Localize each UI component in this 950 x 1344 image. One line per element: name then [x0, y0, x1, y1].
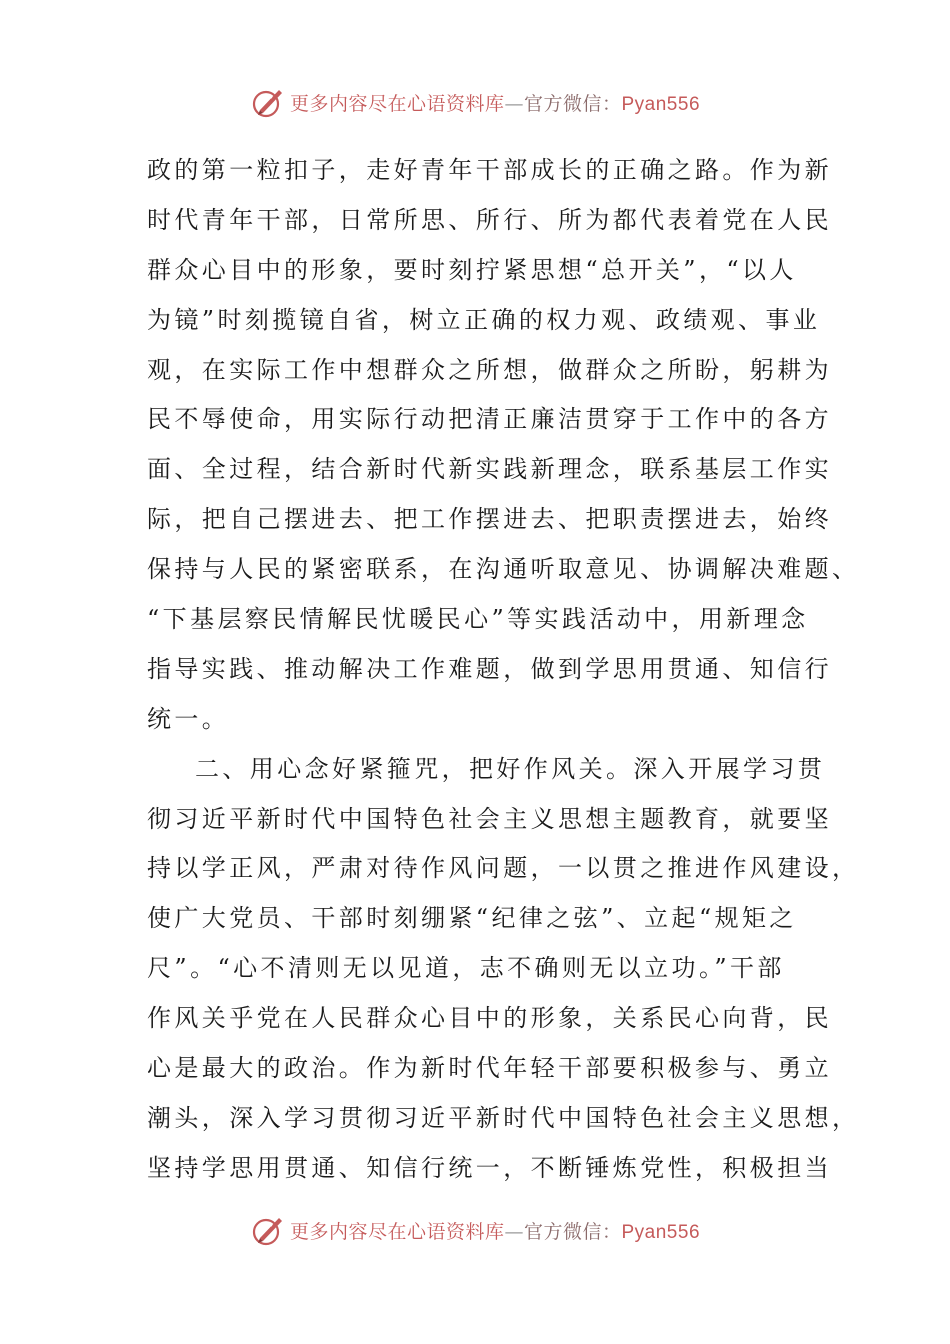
body-line: 时代青年干部，日常所思、所行、所为都代表着党在人民	[147, 205, 832, 234]
footer-wechat-label: 官方微信：	[523, 1220, 622, 1243]
footer-wechat-id: Pyan556	[621, 1221, 701, 1243]
body-line: 政的第一粒扣子，走好青年干部成长的正确之路。作为新	[147, 156, 832, 184]
body-line: 为镜”时刻揽镜自省，树立正确的权力观、政绩观、事业	[147, 305, 821, 334]
body-line: 指导实践、推动解决工作难题，做到学思用贯通、知信行	[147, 654, 832, 683]
body-line: 潮头，深入学习贯彻习近平新时代中国特色社会主义思想，	[147, 1103, 860, 1132]
footer-separator: —	[504, 1220, 524, 1243]
body-line: 统一。	[147, 704, 230, 733]
header-separator: —	[504, 92, 524, 115]
header-wechat-id: Pyan556	[621, 93, 701, 115]
footer-brand: 更多内容尽在心语资料库	[289, 1220, 505, 1243]
body-line: 使广大党员、干部时刻绷紧“纪律之弦”、立起“规矩之	[147, 904, 797, 933]
body-line: 尺”。“心不清则无以见道，志不确则无以立功。”干部	[147, 954, 785, 983]
body-line: 际，把自己摆进去、把工作摆进去、把职责摆进去，始终	[147, 505, 832, 534]
body-line: 坚持学思用贯通、知信行统一，不断锤炼党性，积极担当	[147, 1153, 832, 1182]
footer-banner	[0, 1210, 950, 1250]
header-banner-text	[290, 89, 700, 116]
body-line: 民不辱使命，用实际行动把清正廉洁贯穿于工作中的各方	[147, 405, 832, 434]
body-line: 心是最大的政治。作为新时代年轻干部要积极参与、勇立	[147, 1054, 832, 1083]
body-line: 保持与人民的紧密联系，在沟通听取意见、协调解决难题、	[147, 555, 860, 584]
body-line: 观，在实际工作中想群众之所想，做群众之所盼，躬耕为	[147, 355, 832, 384]
body-line: 面、全过程，结合新时代新实践新理念，联系基层工作实	[147, 455, 832, 484]
body-line: 彻习近平新时代中国特色社会主义思想主题教育，就要坚	[147, 804, 832, 833]
body-line: 群众心目中的形象，要时刻拧紧思想“总开关”，“以人	[147, 255, 797, 284]
document-body	[147, 146, 860, 1194]
header-banner	[0, 82, 950, 122]
header-wechat-label: 官方微信：	[523, 92, 622, 115]
pen-logo-icon	[250, 84, 286, 120]
body-line: 持以学正风，严肃对待作风问题，一以贯之推进作风建设，	[147, 854, 860, 883]
body-line: 作风关乎党在人民群众心目中的形象，关系民心向背，民	[147, 1004, 832, 1033]
pen-logo-icon	[250, 1212, 286, 1248]
section-heading-line: 二、用心念好紧箍咒，把好作风关。深入开展学习贯	[195, 754, 826, 783]
header-brand: 更多内容尽在心语资料库	[289, 92, 505, 115]
footer-banner-inner	[250, 1212, 700, 1248]
footer-banner-text	[290, 1217, 700, 1244]
body-line: “下基层察民情解民忧暖民心”等实践活动中，用新理念	[147, 605, 809, 634]
header-banner-inner	[250, 84, 700, 120]
